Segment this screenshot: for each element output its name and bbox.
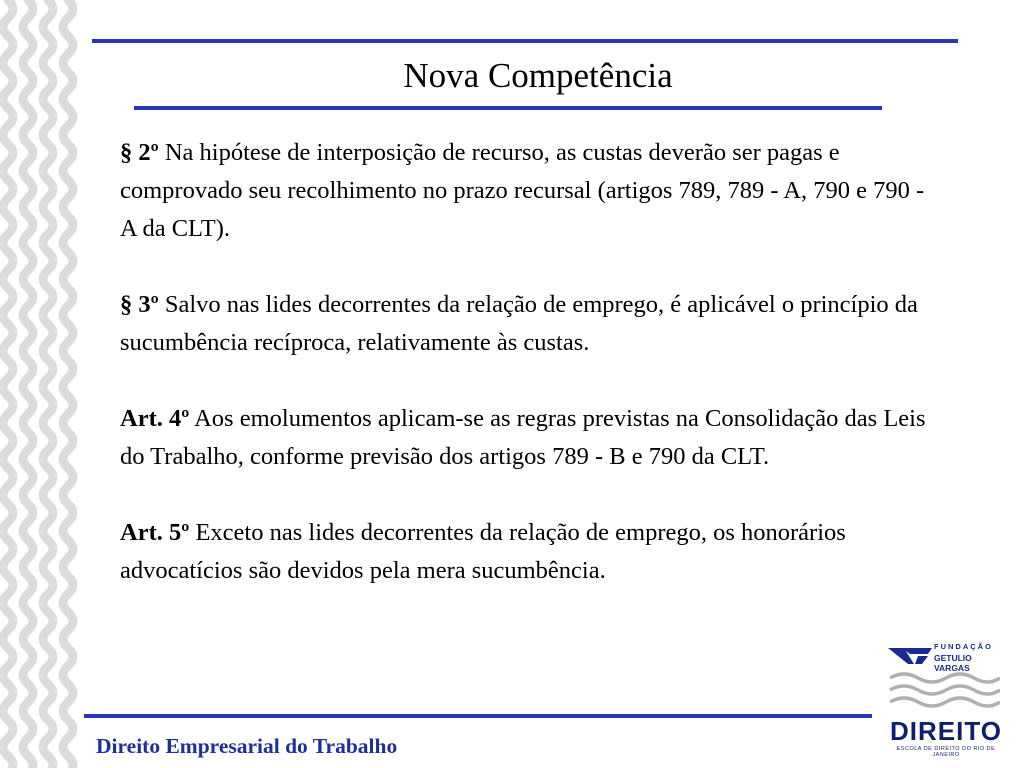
paragraph-text: Na hipótese de interposição de recurso, as custas deverão ser pagas e comprovado seu recolhimento no prazo recursal (artigos 789, 789 - A, 790 e 790 - A da CLT). xyxy=(120,139,925,242)
paragraph-label: § 3º xyxy=(120,291,159,318)
fgv-mark-icon xyxy=(888,644,932,668)
slide-body xyxy=(120,134,940,628)
paragraph-3 xyxy=(120,286,940,362)
article-4 xyxy=(120,400,940,476)
paragraph-text: Aos emolumentos aplicam-se as regras previstas na Consolidação das Leis do Trabalho, conforme previsão dos artigos 789 - B e 790 da CLT. xyxy=(120,405,926,470)
top-rule xyxy=(92,39,958,43)
logo-school-subtitle: ESCOLA DE DIREITO DO RIO DE JANEIRO xyxy=(896,746,996,758)
paragraph-label: Art. 4º xyxy=(120,405,190,432)
logo-org-line1: FUNDAÇÃO xyxy=(934,642,993,651)
title-underline xyxy=(134,106,882,110)
footer-course-title: Direito Empresarial do Trabalho xyxy=(96,734,398,758)
logo-school-name: DIREITO xyxy=(890,716,1002,746)
fgv-direito-logo xyxy=(884,640,1004,760)
paragraph-label: Art. 5º xyxy=(120,519,190,546)
logo-waves-icon xyxy=(888,670,1000,714)
decorative-wave-strip xyxy=(0,0,86,768)
paragraph-2 xyxy=(120,134,940,248)
logo-org-line2: GETULIO VARGAS xyxy=(934,653,972,673)
article-5 xyxy=(120,514,940,590)
wave-line xyxy=(43,0,53,768)
slide-title: Nova Competência xyxy=(403,56,673,95)
wave-line xyxy=(63,0,73,768)
footer-rule xyxy=(84,714,872,718)
wave-line xyxy=(23,0,33,768)
wave-line xyxy=(3,0,13,768)
paragraph-label: § 2º xyxy=(120,139,159,166)
paragraph-text: Exceto nas lides decorrentes da relação de emprego, os honorários advocatícios são devidos pela mera sucumbência. xyxy=(120,519,846,584)
paragraph-text: Salvo nas lides decorrentes da relação de emprego, é aplicável o princípio da sucumbência recíproca, relativamente às custas. xyxy=(120,291,918,356)
